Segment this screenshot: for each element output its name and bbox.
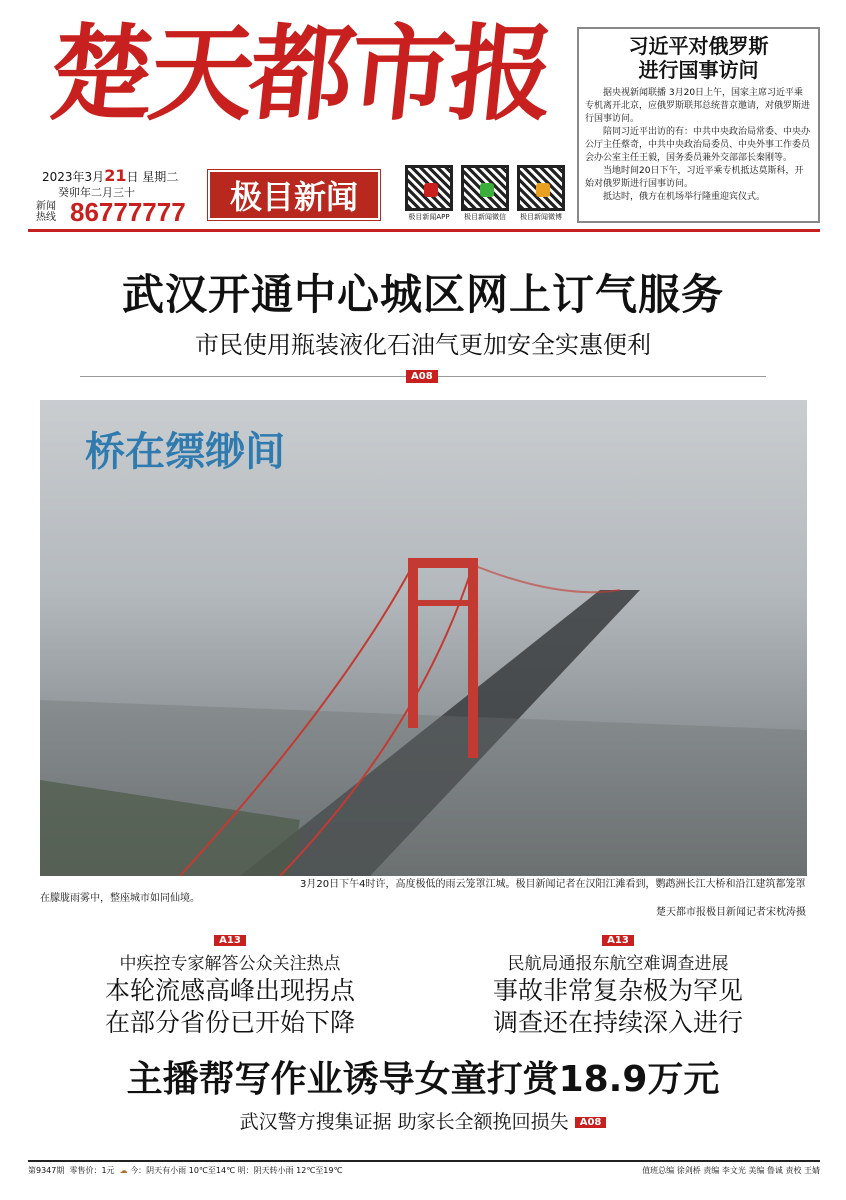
- issue-date: [42, 167, 178, 184]
- lead-subhead: 市民使用瓶装液化石油气更加安全实惠便利: [195, 331, 651, 359]
- footer: [28, 1160, 820, 1176]
- lunar-date: 癸卯年二月三十: [58, 186, 135, 199]
- box-title-2: 进行国事访问: [638, 58, 759, 82]
- weather: 今：阴天有小雨 10℃至14℃ 明：阴天转小雨 12℃至19℃: [130, 1166, 343, 1175]
- qr-app[interactable]: [405, 165, 453, 222]
- issue-number: 第9347期: [28, 1166, 65, 1175]
- page-ref-tag[interactable]: A13: [214, 935, 246, 946]
- masthead-rule: [28, 229, 820, 232]
- price: 零售价：1元: [69, 1166, 115, 1175]
- qr-caption: 极目新闻微博: [520, 213, 562, 221]
- story-headline-line: 在部分省份已开始下降: [104, 1008, 355, 1037]
- lead-headline[interactable]: 武汉开通中心城区网上订气服务: [121, 270, 724, 319]
- story-headline-line: 本轮流感高峰出现拐点: [104, 976, 355, 1005]
- box-paragraph: 抵达时，俄方在机场举行隆重迎宾仪式。: [603, 192, 766, 202]
- masthead-logo: 楚天都市报: [43, 12, 557, 135]
- story-kicker: 民航局通报东航空难调查进展: [507, 954, 729, 974]
- date-day: 21: [104, 166, 127, 185]
- top-news-box: [577, 27, 820, 223]
- box-paragraph: 陪同习近平出访的有：中共中央政治局常委、中央办公厅主任蔡奇，中共中央政治局委员、中央外事工作委员会办公室主任王毅，国务委员兼外交部部长秦刚等。: [585, 127, 811, 163]
- date-suffix: 日 星期二: [126, 170, 179, 184]
- photo-caption: 3月20日下午4时许，高度极低的雨云笼罩江城。极目新闻记者在汉阳江滩看到，鹦鹉洲长江大桥和沿江建筑都笼罩在朦胧雨雾中，整座城市如同仙境。: [40, 879, 806, 904]
- page-ref-tag[interactable]: A13: [602, 935, 634, 946]
- qr-wechat[interactable]: [461, 165, 509, 222]
- hotline-number: 86777777: [70, 197, 186, 227]
- bottom-headline[interactable]: 主播帮写作业诱导女童打赏18.9万元: [126, 1059, 720, 1100]
- photo-credit: 楚天都市报极目新闻记者宋枕涛摄: [656, 907, 806, 918]
- qr-code-icon: [461, 165, 509, 211]
- story-flu[interactable]: [40, 928, 420, 1039]
- box-title-1: 习近平对俄罗斯: [628, 34, 769, 58]
- story-headline-line: 调查还在持续深入进行: [492, 1008, 743, 1037]
- qr-code-icon: [517, 165, 565, 211]
- qr-caption: 极目新闻APP: [408, 213, 450, 221]
- bottom-subhead: [0, 1110, 846, 1134]
- page-ref-tag[interactable]: A08: [575, 1117, 607, 1128]
- qr-code-icon: [405, 165, 453, 211]
- page-ref-tag[interactable]: A08: [406, 370, 438, 383]
- story-kicker: 中疾控专家解答公众关注热点: [119, 954, 341, 974]
- story-headline-line: 事故非常复杂极为罕见: [492, 976, 743, 1005]
- staff-credits: 值班总编 徐剑桥 责编 李文光 美编 鲁诚 责校 王婧: [642, 1166, 820, 1175]
- weather-icon: ☁: [119, 1166, 128, 1175]
- qr-weibo[interactable]: [517, 165, 565, 222]
- box-paragraph: 据央视新闻联播 3月20日上午，国家主席习近平乘专机离开北京，应俄罗斯联邦总统普京邀请，对俄罗斯进行国事访问。: [585, 88, 811, 124]
- jimu-news-logo: 极目新闻: [208, 170, 380, 220]
- hotline-label: 新闻热线: [36, 201, 56, 223]
- date-prefix: 2023年3月: [42, 170, 105, 184]
- story-air-crash[interactable]: [428, 928, 808, 1039]
- bottom-subhead-text: 武汉警方搜集证据 助家长全额挽回损失: [239, 1111, 569, 1133]
- box-paragraph: 当地时间20日下午，习近平乘专机抵达莫斯科，开始对俄罗斯进行国事访问。: [585, 166, 804, 189]
- photo-title: 桥在缥缈间: [85, 428, 285, 475]
- qr-caption: 极目新闻微信: [464, 213, 506, 221]
